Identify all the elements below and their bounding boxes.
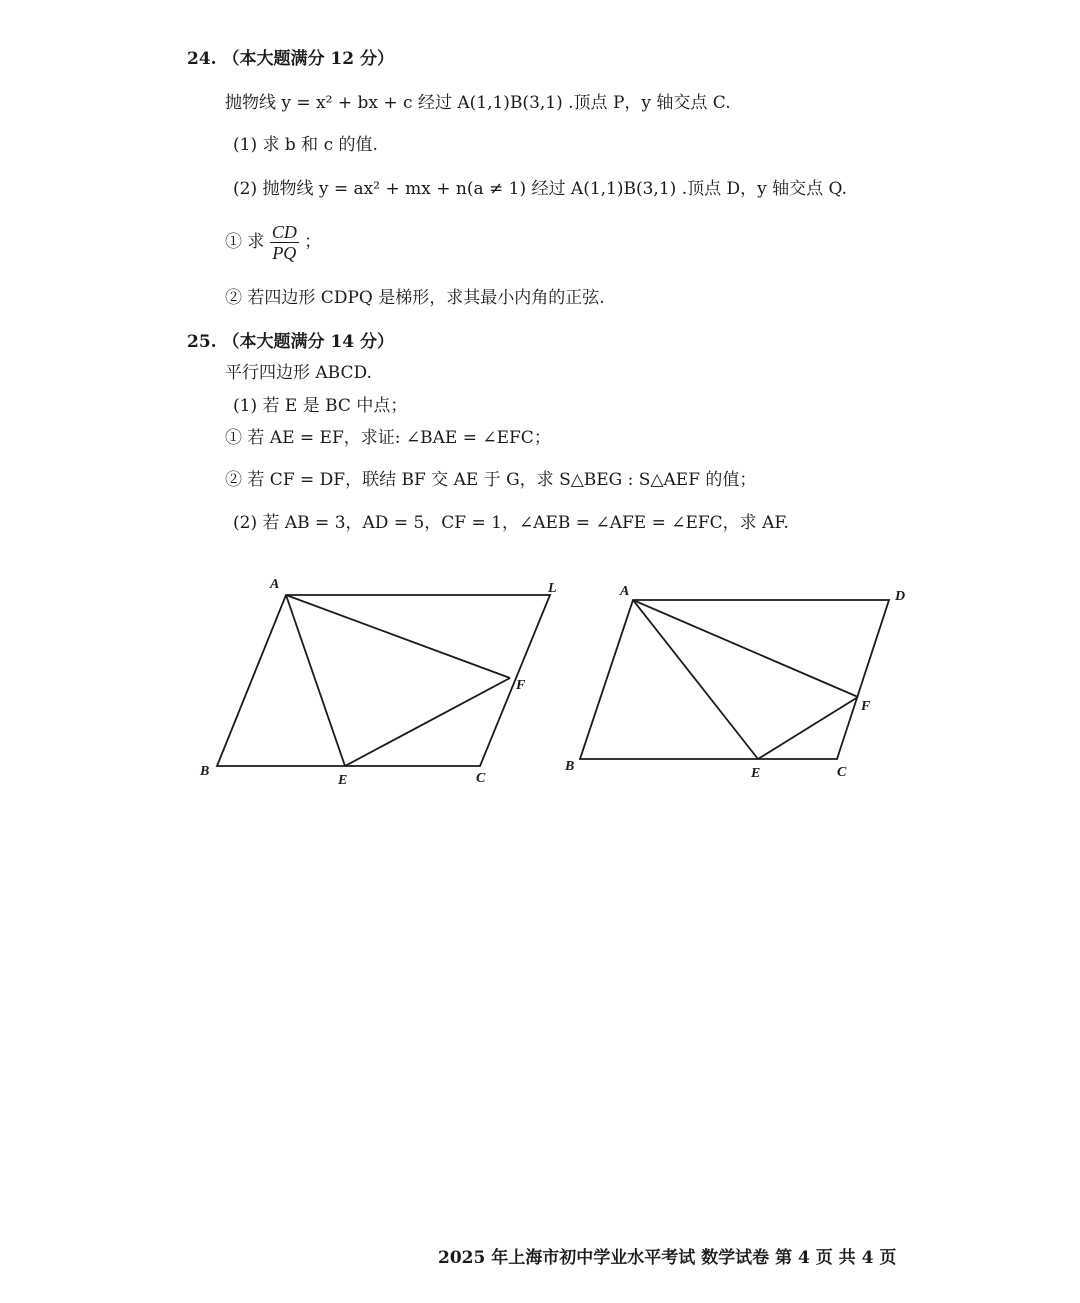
q25-part1: (1) 若 E 是 BC 中点；: [233, 396, 408, 416]
label-c: C: [476, 771, 486, 786]
fraction-numerator: CD: [271, 222, 297, 242]
q24-sub2: ② 若四边形 CDPQ 是梯形，求其最小内角的正弦.: [225, 288, 605, 308]
q25-sub2: ② 若 CF = DF，联结 BF 交 AE 于 G，求 S△BEG : S△AEF 的值；: [225, 470, 757, 490]
q25-header: 25. （本大题满分 14 分）: [187, 332, 394, 352]
label-b: B: [200, 764, 210, 779]
label-a: A: [270, 577, 280, 592]
q24-sub1-suffix: ；: [304, 232, 322, 252]
q25-sub1: ① 若 AE = EF，求证: ∠BAE = ∠EFC；: [225, 428, 551, 448]
q24-part2: (2) 抛物线 y = ax² + mx + n(a ≠ 1) 经过 A(1,1)B(3,1) .顶点 D，y 轴交点 Q.: [233, 179, 848, 199]
segment-af: [633, 600, 858, 697]
q24-part1: (1) 求 b 和 c 的值.: [233, 135, 378, 155]
segment-af: [286, 595, 510, 678]
fraction-denominator: PQ: [272, 243, 297, 263]
figure-left-parallelogram: [190, 570, 580, 795]
q24-header: 24. （本大题满分 12 分）: [187, 49, 394, 69]
fraction-cd-over-pq: [270, 222, 299, 263]
page-footer: 2025 年上海市初中学业水平考试 数学试卷 第 4 页 共 4 页: [438, 1248, 897, 1268]
label-a: A: [620, 584, 630, 599]
segment-ae: [286, 595, 345, 766]
label-c: C: [837, 765, 847, 780]
q24-stem: 抛物线 y = x² + bx + c 经过 A(1,1)B(3,1) .顶点 P，y 轴交点 C.: [225, 93, 731, 113]
q25-stem: 平行四边形 ABCD.: [225, 363, 372, 383]
parallelogram-abcd: [580, 600, 889, 759]
label-d: D: [895, 589, 906, 604]
q24-sub1: [225, 218, 321, 266]
label-e: E: [338, 773, 348, 788]
label-b: B: [565, 759, 575, 774]
q25-part2: (2) 若 AB = 3，AD = 5，CF = 1，∠AEB = ∠AFE = ∠EFC，求 AF.: [233, 513, 789, 533]
q24-sub1-prefix: ① 求: [225, 232, 265, 252]
segment-ef: [758, 697, 858, 759]
segment-ae: [633, 600, 758, 759]
label-d: L: [548, 581, 557, 596]
parallelogram-abcd: [217, 595, 550, 766]
label-e: E: [751, 766, 761, 781]
figure-right-parallelogram: [555, 575, 925, 785]
label-f: F: [861, 699, 871, 714]
label-f: F: [516, 678, 526, 693]
